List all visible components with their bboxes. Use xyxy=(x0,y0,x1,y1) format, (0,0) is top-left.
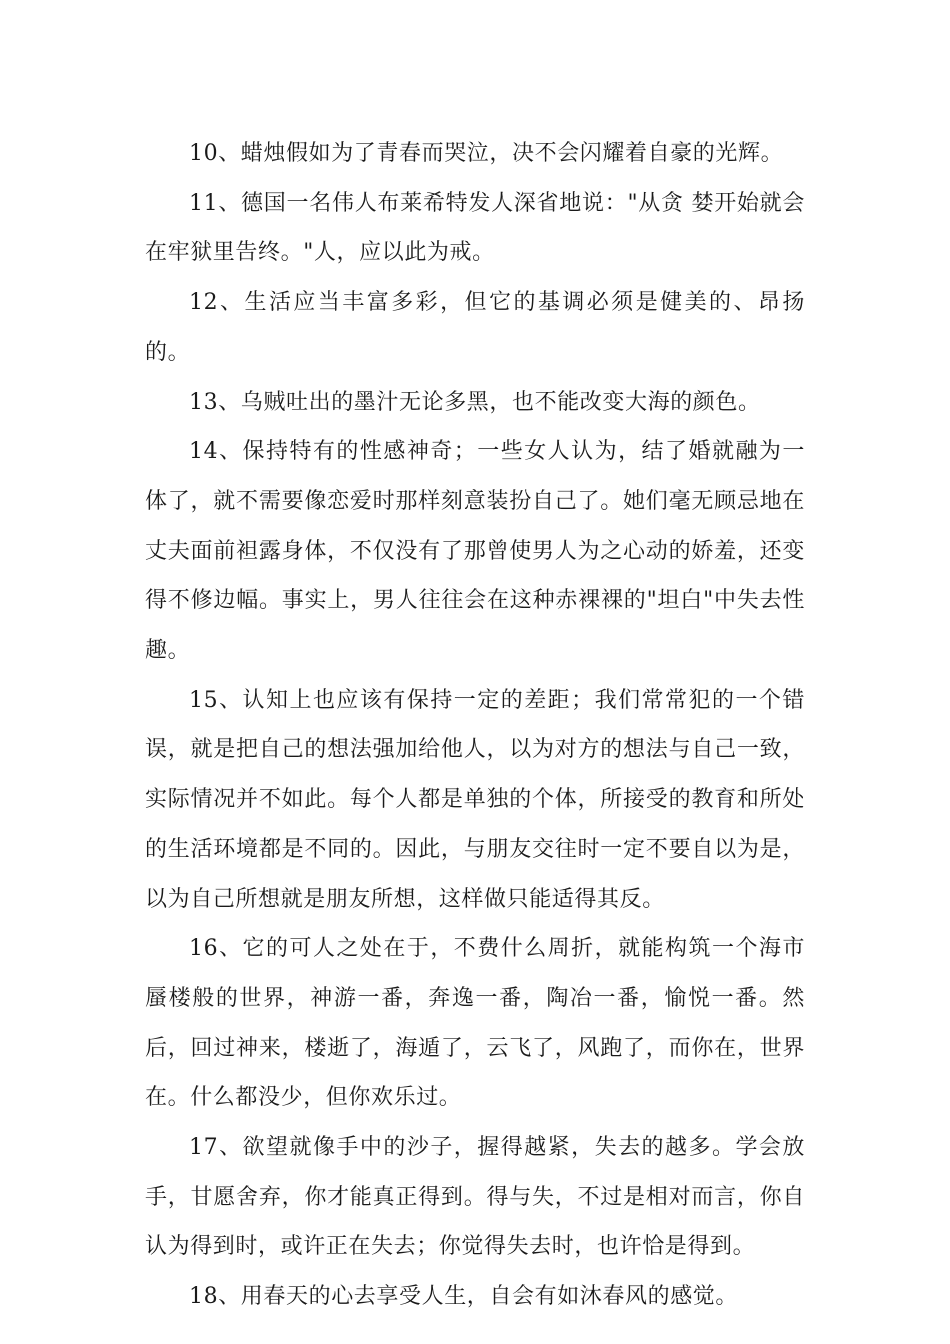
paragraph-16: 16、它的可人之处在于，不费什么周折，就能构筑一个海市蜃楼般的世界，神游一番，奔逸一番，陶冶一番，愉悦一番。然后，回过神来，楼逝了，海遁了，云飞了，风跑了，而你在，世界在。什么都没少，但你欢乐过。 xyxy=(145,936,805,1111)
paragraph-18: 18、用春天的心去享受人生，自会有如沐春风的感觉。 xyxy=(189,1284,738,1310)
paragraph-13: 13、乌贼吐出的墨汁无论多黑，也不能改变大海的颜色。 xyxy=(189,389,761,415)
paragraph-12: 12、生活应当丰富多彩，但它的基调必须是健美的、昂扬的。 xyxy=(145,290,805,365)
paragraph-10: 10、蜡烛假如为了青春而哭泣，决不会闪耀着自豪的光辉。 xyxy=(189,141,784,166)
paragraph-14: 14、保持特有的性感神奇；一些女人认为，结了婚就融为一体了，就不需要像恋爱时那样刻意装扮自己了。她们毫无顾忌地在丈夫面前袒露身体，不仅没有了那曾使男人为之心动的娇羞，还变得不修边幅。事实上，男人往往会在这种赤裸裸的"坦白"中失去性趣。 xyxy=(145,439,805,664)
paragraph-11: 11、德国一名伟人布莱希特发人深省地说："从贪 婪开始就会在牢狱里告终。"人，应以此为戒。 xyxy=(145,190,805,266)
paragraph-17: 17、欲望就像手中的沙子，握得越紧，失去的越多。学会放手，甘愿舍弃，你才能真正得到。得与失，不过是相对而言，你自认为得到时，或许正在失去；你觉得失去时，也许恰是得到。 xyxy=(145,1135,805,1260)
paragraph-15: 15、认知上也应该有保持一定的差距；我们常常犯的一个错误，就是把自己的想法强加给他人，以为对方的想法与自己一致，实际情况并不如此。每个人都是单独的个体，所接受的教育和所处的生活环境都是不同的。因此，与朋友交往时一定不要自以为是，以为自己所想就是朋友所想，这样做只能适得其反。 xyxy=(145,687,805,912)
